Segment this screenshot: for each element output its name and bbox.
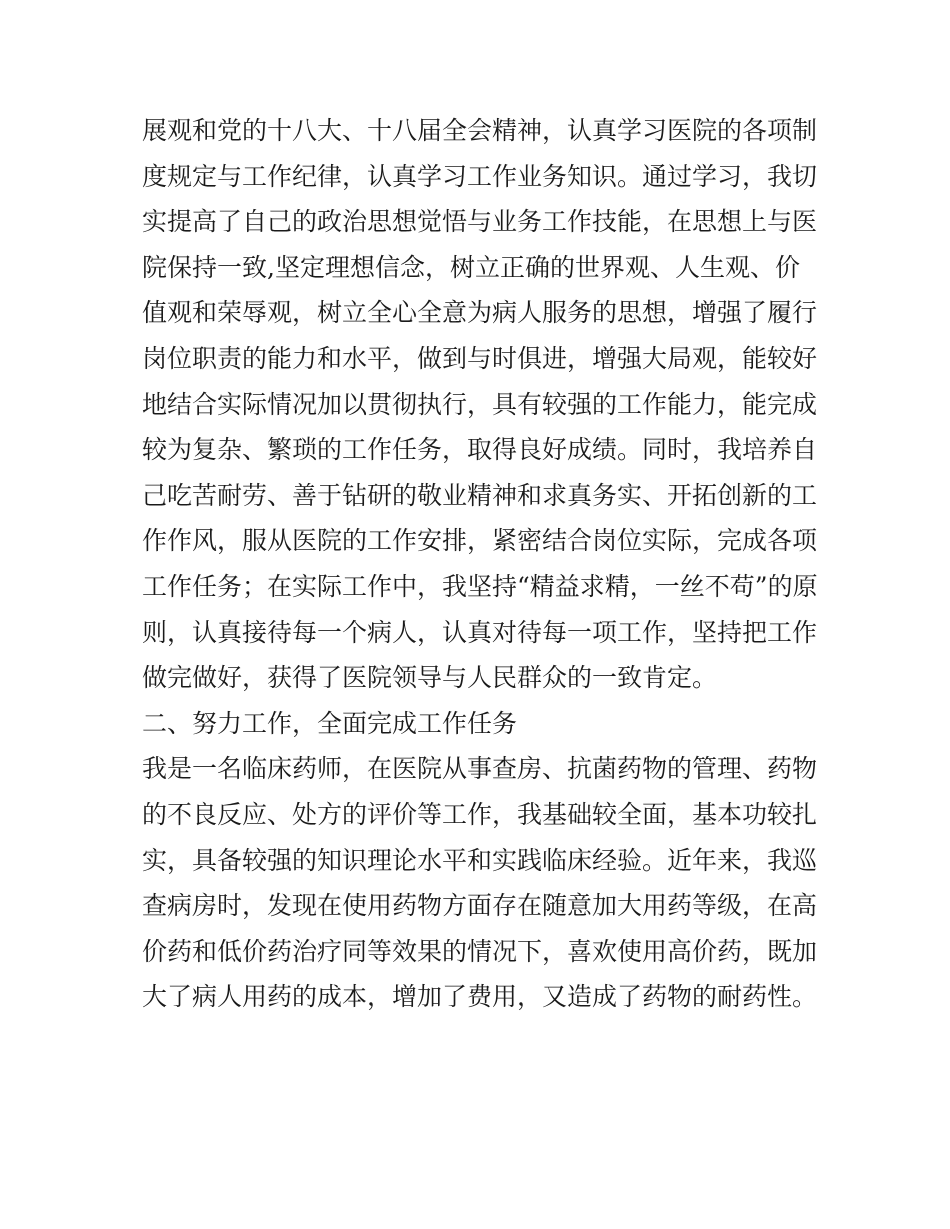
body-text	[142, 108, 822, 1020]
text-line: 大了病人用药的成本，增加了费用，又造成了药物的耐药性。	[142, 982, 818, 1012]
text-line: 价药和低价药治疗同等效果的情况下，喜欢使用高价药，既加	[142, 936, 818, 966]
text-line: 院保持一致,坚定理想信念，树立正确的世界观、人生观、价	[142, 252, 800, 282]
text-line: 则，认真接待每一个病人，认真对待每一项工作，坚持把工作	[142, 617, 818, 647]
text-line: 作作风，服从医院的工作安排，紧密结合岗位实际，完成各项	[142, 526, 818, 556]
text-line: 展观和党的十八大、十八届全会精神，认真学习医院的各项制	[142, 116, 818, 145]
text-line: 值观和荣辱观，树立全心全意为病人服务的思想，增强了履行	[142, 298, 818, 328]
text-line: 较为复杂、繁琐的工作任务，取得良好成绩。同时，我培养自	[142, 435, 818, 465]
text-line: 己吃苦耐劳、善于钻研的敬业精神和求真务实、开拓创新的工	[142, 480, 818, 510]
text-line: 地结合实际情况加以贯彻执行，具有较强的工作能力，能完成	[142, 389, 818, 419]
text-line: 做完做好，获得了医院领导与人民群众的一致肯定。	[142, 663, 718, 693]
text-line: 实，具备较强的知识理论水平和实践临床经验。近年来，我巡	[142, 845, 818, 875]
text-line: 岗位职责的能力和水平，做到与时俱进，增强大局观，能较好	[142, 343, 818, 373]
text-line: 工作任务；在实际工作中，我坚持“精益求精，一丝不苟”的原	[142, 571, 818, 601]
text-line: 度规定与工作纪律，认真学习工作业务知识。通过学习，我切	[142, 161, 818, 191]
text-line: 我是一名临床药师，在医院从事查房、抗菌药物的管理、药物	[142, 754, 818, 784]
text-line: 实提高了自己的政治思想觉悟与业务工作技能，在思想上与医	[142, 207, 818, 237]
text-line: 的不良反应、处方的评价等工作，我基础较全面，基本功较扎	[142, 799, 818, 829]
section-heading: 二、努力工作，全面完成工作任务	[142, 708, 518, 738]
text-line: 查病房时，发现在使用药物方面存在随意加大用药等级，在高	[142, 891, 818, 921]
